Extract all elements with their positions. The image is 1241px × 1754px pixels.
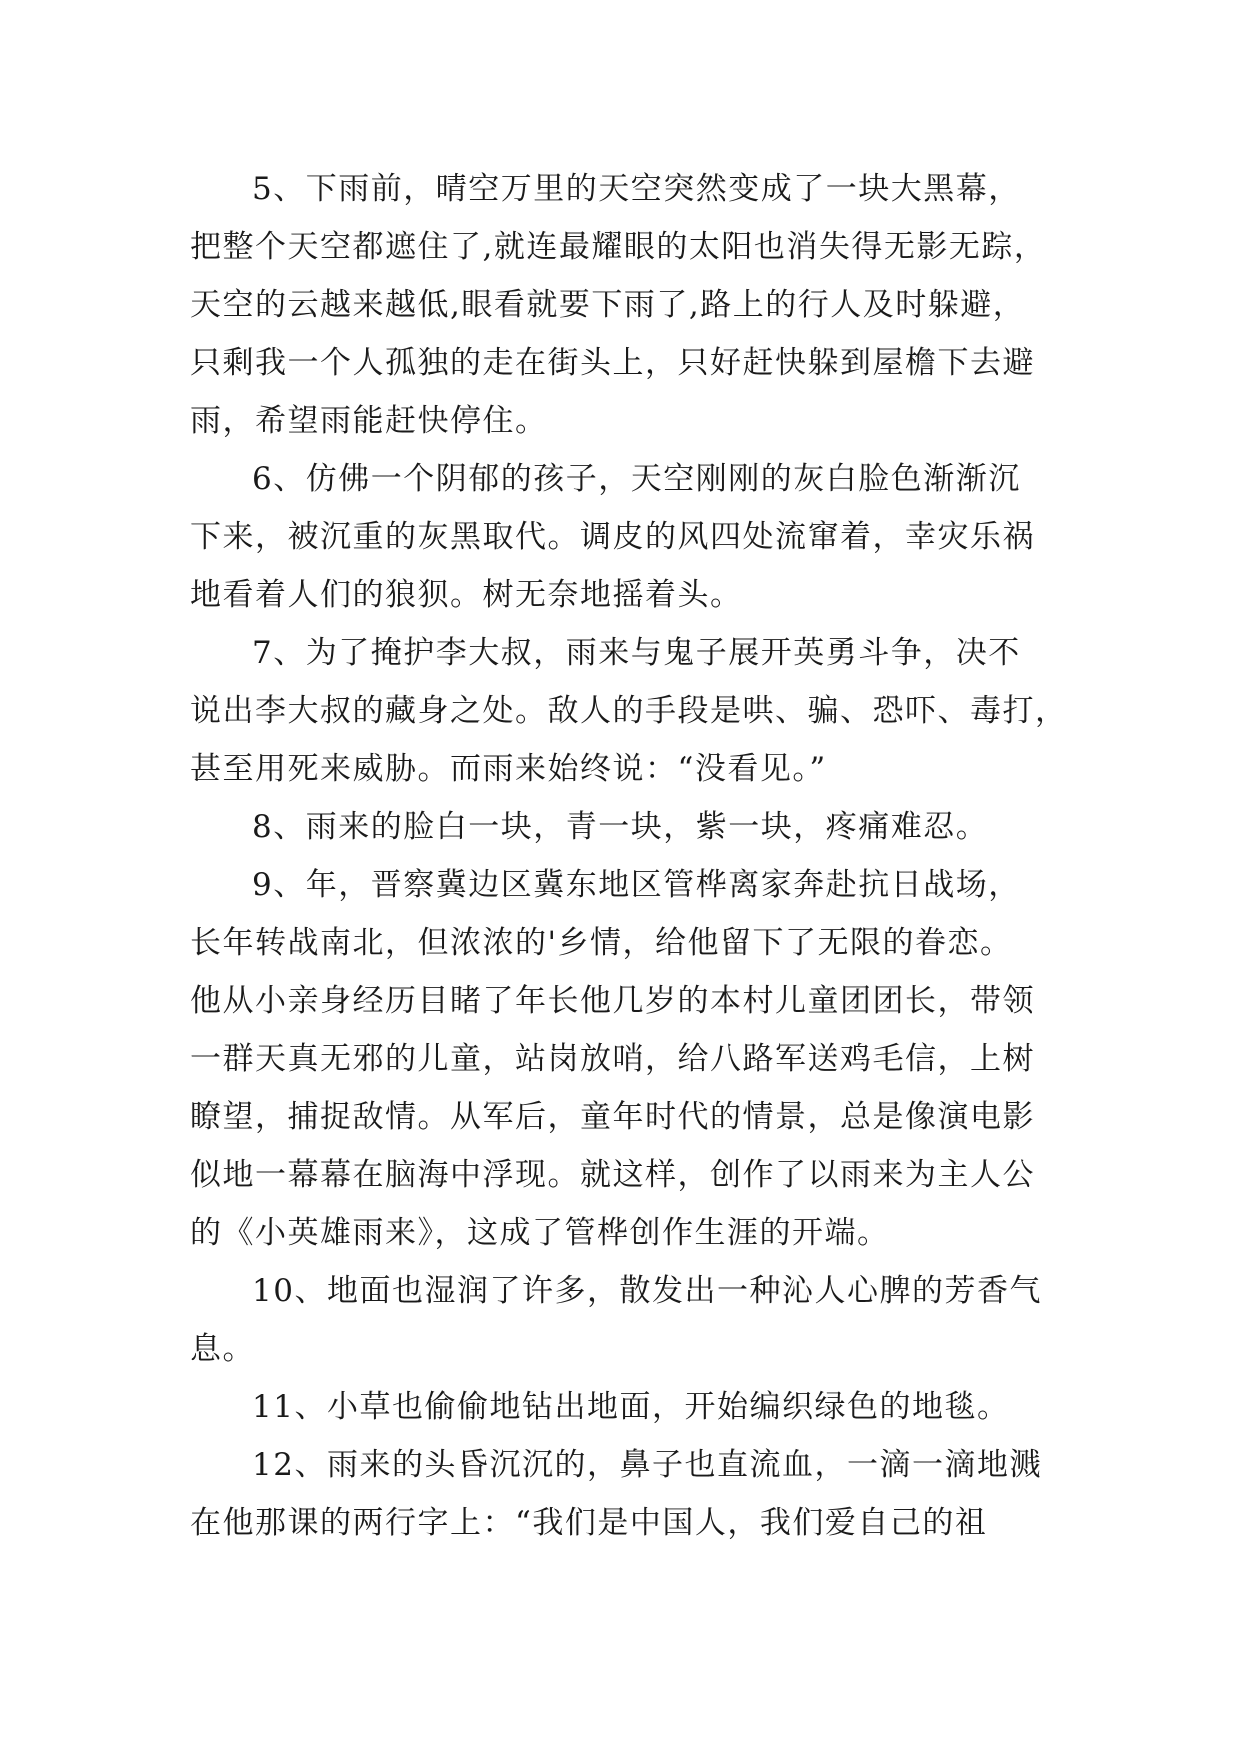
paragraph-11 [190,1378,1060,1436]
text-line: 雨，希望雨能赶快停住。 [190,403,548,439]
text-line: 甚至用死来威胁。而雨来始终说：“没看见。” [190,751,827,787]
text-line: 6、仿佛一个阴郁的孩子，天空刚刚的灰白脸色渐渐沉 [252,461,1021,497]
text-line: 长年转战南北，但浓浓的'乡情，给他留下了无限的眷恋。 [190,925,1013,961]
text-line: 瞭望，捕捉敌情。从军后，童年时代的情景，总是像演电影 [190,1099,1035,1135]
text-line: 天空的云越来越低,眼看就要下雨了,路上的行人及时躲避， [190,287,1026,323]
document-body [190,160,1068,1552]
text-line: 5、下雨前，晴空万里的天空突然变成了一块大黑幕， [252,171,1021,207]
paragraph-6 [190,450,1060,624]
paragraph-7 [190,624,1068,798]
paragraph-8 [190,798,1060,856]
text-line: 10、地面也湿润了许多，散发出一种沁人心脾的芳香气 [252,1273,1042,1309]
text-line: 只剩我一个人孤独的走在街头上，只好赶快躲到屋檐下去避 [190,345,1035,381]
text-line: 11、小草也偷偷地钻出地面，开始编织绿色的地毯。 [252,1389,1010,1425]
text-line: 7、为了掩护李大叔，雨来与鬼子展开英勇斗争，决不 [252,635,1021,671]
text-line: 8、雨来的脸白一块，青一块，紫一块，疼痛难忍。 [252,809,989,845]
text-line: 似地一幕幕在脑海中浮现。就这样，创作了以雨来为主人公 [190,1157,1035,1193]
text-line: 他从小亲身经历目睹了年长他几岁的本村儿童团团长，带领 [190,983,1035,1019]
text-line: 一群天真无邪的儿童，站岗放哨，给八路军送鸡毛信，上树 [190,1041,1035,1077]
text-line: 说出李大叔的藏身之处。敌人的手段是哄、骗、恐吓、毒打， [190,693,1068,729]
text-line: 9、年，晋察冀边区冀东地区管桦离家奔赴抗日战场， [252,867,1021,903]
text-line: 12、雨来的头昏沉沉的，鼻子也直流血，一滴一滴地溅 [252,1447,1042,1483]
paragraph-9 [190,856,1060,1262]
text-line: 下来，被沉重的灰黑取代。调皮的风四处流窜着，幸灾乐祸 [190,519,1035,555]
text-line: 在他那课的两行字上：“我们是中国人，我们爱自己的祖 [190,1505,988,1541]
text-line: 息。 [190,1331,255,1367]
paragraph-10 [190,1262,1060,1378]
paragraph-12 [190,1436,1060,1552]
text-line: 地看着人们的狼狈。树无奈地摇着头。 [190,577,743,613]
text-line: 的《小英雄雨来》，这成了管桦创作生涯的开端。 [190,1215,890,1251]
text-line: 把整个天空都遮住了,就连最耀眼的太阳也消失得无影无踪， [190,229,1047,265]
paragraph-5 [190,160,1060,450]
